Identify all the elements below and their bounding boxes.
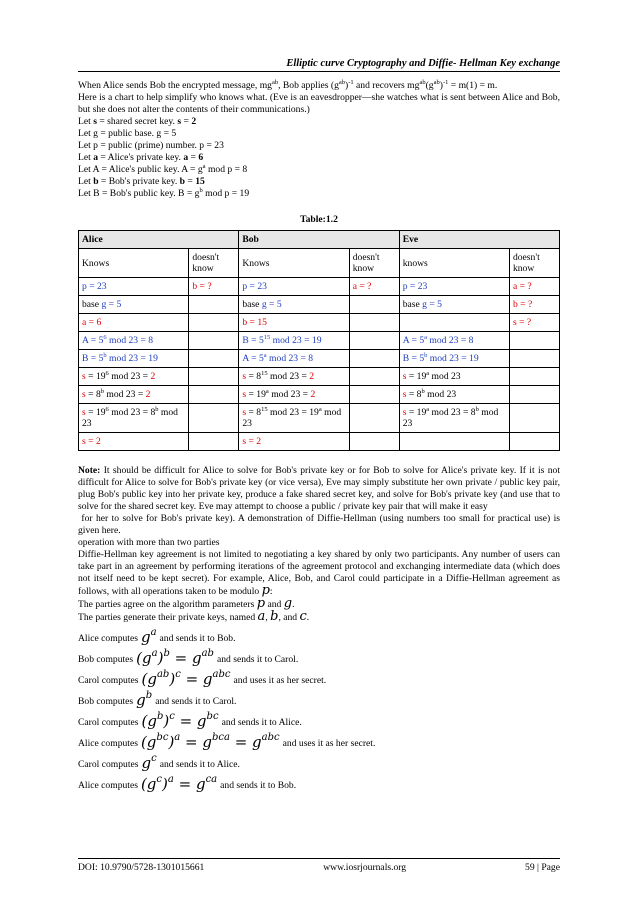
- agree-params: The parties agree on the algorithm parameters p and g.: [78, 596, 295, 611]
- table-cell: [349, 314, 399, 332]
- table-cell: $s = 19^a$ mod 23: [399, 368, 509, 386]
- table-cell: s = 2: [79, 433, 189, 451]
- table-cell: [189, 314, 239, 332]
- table-cell: $s = 8^{15}$ mod 23 = 2: [239, 368, 349, 386]
- table-cell: $B = 5^{15}$ mod 23 = 19: [239, 332, 349, 350]
- table-header-row: [79, 249, 560, 278]
- table-row: [79, 404, 560, 433]
- note-paragraph: Note: It should be difficult for Alice to solve for Bob's private key or for Bob to solve for Alice's private key. If it is not difficult for Alice to solve for Bob's private key (or vice versa), Eve may simply substitute her own private / public key pair, plug Bob's public key into her private key, produce a fake shared secret key, and solve for Bob's private key (and use that to solve for the shared secret key. Eve may attempt to choose a public / private key pair that will make it easy: [78, 465, 560, 512]
- table-row: [79, 368, 560, 386]
- table-cell: [349, 433, 399, 451]
- alice-knows-header: Knows: [79, 249, 189, 278]
- table-cell: $A = 5^a$ mod 23 = 8: [239, 350, 349, 368]
- step-5: Carol computes $(g^b)^c = g^{bc}$ and sends it to Alice.: [78, 711, 302, 730]
- table-cell: [349, 350, 399, 368]
- table-cell: a = ?: [509, 278, 559, 296]
- table-cell: s = 2: [239, 433, 349, 451]
- table-row: [79, 296, 560, 314]
- table-cell: [349, 386, 399, 404]
- table-cell: [399, 433, 509, 451]
- table-row: [79, 433, 560, 451]
- def-b: Let b = Bob's private key. b = 15: [78, 176, 205, 187]
- step-8: Alice computes $(g^c)^a = g^{ca}$ and sends it to Bob.: [78, 774, 297, 793]
- table-cell: s = ?: [509, 314, 559, 332]
- table-cell: $s = 19^a$ mod $23 = 8^b$ mod 23: [399, 404, 509, 433]
- table-cell: [509, 368, 559, 386]
- step-2: Bob computes $(g^a)^b = g^{ab}$ and sends it to Carol.: [78, 648, 299, 667]
- table-cell: [189, 433, 239, 451]
- page-footer: [78, 858, 560, 873]
- def-g: Let g = public base. g = 5: [78, 128, 177, 139]
- note-continuation: for her to solve for Bob's private key). A demonstration of Diffie-Hellman (using numbers too small for practical use) is given here.: [78, 513, 560, 536]
- table-cell: base g = 5: [399, 296, 509, 314]
- table-cell: [349, 296, 399, 314]
- bob-knows-header: Knows: [239, 249, 349, 278]
- def-a: Let a = Alice's private key. a = 6: [78, 152, 204, 163]
- table-cell: [399, 314, 509, 332]
- table-cell: [349, 404, 399, 433]
- table-cell: [189, 368, 239, 386]
- step-7: Carol computes $g^c$ and sends it to Alice.: [78, 753, 240, 772]
- footer-site: www.iosrjournals.org: [323, 862, 407, 873]
- page-body: [78, 80, 560, 792]
- table-cell: b = 15: [239, 314, 349, 332]
- def-s: Let s = shared secret key. s = 2: [78, 116, 197, 127]
- table-row: [79, 350, 560, 368]
- bob-doesnt-header: doesn't know: [349, 249, 399, 278]
- table-row: [79, 314, 560, 332]
- table-cell: p = 23: [239, 278, 349, 296]
- table-cell: b = ?: [189, 278, 239, 296]
- table-cell: [189, 350, 239, 368]
- table-cell: $s = 8^{15}$ mod $23 = 19^a$ mod 23: [239, 404, 349, 433]
- table-cell: base g = 5: [79, 296, 189, 314]
- def-A: Let A = Alice's public key. $A = g^a$ mod p = 8: [78, 162, 248, 175]
- footer-doi: DOI: 10.9790/5728-1301015661: [78, 862, 205, 873]
- table-cell: p = 23: [399, 278, 509, 296]
- table-caption: Table:1.2: [300, 214, 338, 225]
- step-1: Alice computes $g^a$ and sends it to Bob.: [78, 627, 236, 646]
- table-cell: a = ?: [349, 278, 399, 296]
- table-cell: $A = 5^6$ mod 23 = 8: [79, 332, 189, 350]
- running-title: Elliptic curve Cryptography and Diffie- Hellman Key exchange: [78, 58, 560, 72]
- table-cell: $A = 5^a$ mod 23 = 8: [399, 332, 509, 350]
- table-cell: [509, 404, 559, 433]
- table-cell: [509, 433, 559, 451]
- party-eve: Eve: [399, 231, 559, 249]
- table-cell: [189, 332, 239, 350]
- table-cell: $B = 5^b$ mod 23 = 19: [79, 350, 189, 368]
- table-cell: $s = 8^b$ mod 23: [399, 386, 509, 404]
- table-cell: b = ?: [509, 296, 559, 314]
- table-row: [79, 278, 560, 296]
- multiparty-paragraph: Diffie-Hellman key agreement is not limited to negotiating a key shared by only two participants. Any number of users can take part in an agreement by performing iterations of the agreement protocol and exchanging intermediate data (which does not itself need to be kept secret). For example, Alice, Bob, and Carol could participate in a Diffie-Hellman agreement as follows, with all operations taken to be modulo p:: [78, 549, 560, 598]
- def-p: Let p = public (prime) number. p = 23: [78, 140, 224, 151]
- table-cell: a = 6: [79, 314, 189, 332]
- eve-knows-header: knows: [399, 249, 509, 278]
- table-cell: [509, 332, 559, 350]
- table-cell: base g = 5: [239, 296, 349, 314]
- knowledge-table: [78, 230, 560, 451]
- table-cell: [189, 296, 239, 314]
- def-B: Let B = Bob's public key. $B = g^b$ mod p = 19: [78, 186, 250, 199]
- table-cell: $s = 8^b$ mod 23 = 2: [79, 386, 189, 404]
- table-party-row: [79, 231, 560, 249]
- table-cell: [509, 386, 559, 404]
- intro-paragraph: Here is a chart to help simplify who knows what. (Eve is an eavesdropper—she watches what is sent between Alice and Bob, but she does not alter the contents of their communications.): [78, 92, 560, 115]
- table-cell: $B = 5^b$ mod 23 = 19: [399, 350, 509, 368]
- table-cell: [189, 386, 239, 404]
- generate-keys: The parties generate their private keys, named a, b, and c.: [78, 609, 310, 624]
- step-4: Bob computes $g^b$ and sends it to Carol.: [78, 690, 237, 709]
- table-row: [79, 386, 560, 404]
- table-cell: [349, 332, 399, 350]
- intro-decrypt-sentence: When Alice sends Bob the encrypted message, $mg^{ab}$, Bob applies $(g^{ab})^{-1}$ and recovers $mg^{ab}(g^{ab})^{-1} = m(1) = m$.: [78, 78, 498, 91]
- multiparty-heading: operation with more than two parties: [78, 537, 220, 548]
- table-cell: $s = 19^a$ mod 23 = 2: [239, 386, 349, 404]
- table-cell: [189, 404, 239, 433]
- alice-doesnt-header: doesn't know: [189, 249, 239, 278]
- party-bob: Bob: [239, 231, 399, 249]
- step-6: Alice computes $(g^{bc})^a = g^{bca} = g^{abc}$ and uses it as her secret.: [78, 732, 376, 751]
- table-row: [79, 332, 560, 350]
- step-3: Carol computes $(g^{ab})^c = g^{abc}$ and uses it as her secret.: [78, 669, 327, 688]
- table-cell: [509, 350, 559, 368]
- eve-doesnt-header: doesn't know: [509, 249, 559, 278]
- table-cell: p = 23: [79, 278, 189, 296]
- table-cell: $s = 19^6$ mod 23 = 2: [79, 368, 189, 386]
- table-cell: [349, 368, 399, 386]
- footer-page: 59 | Page: [525, 862, 560, 873]
- party-alice: Alice: [79, 231, 239, 249]
- table-cell: $s = 19^6$ mod $23 = 8^b$ mod 23: [79, 404, 189, 433]
